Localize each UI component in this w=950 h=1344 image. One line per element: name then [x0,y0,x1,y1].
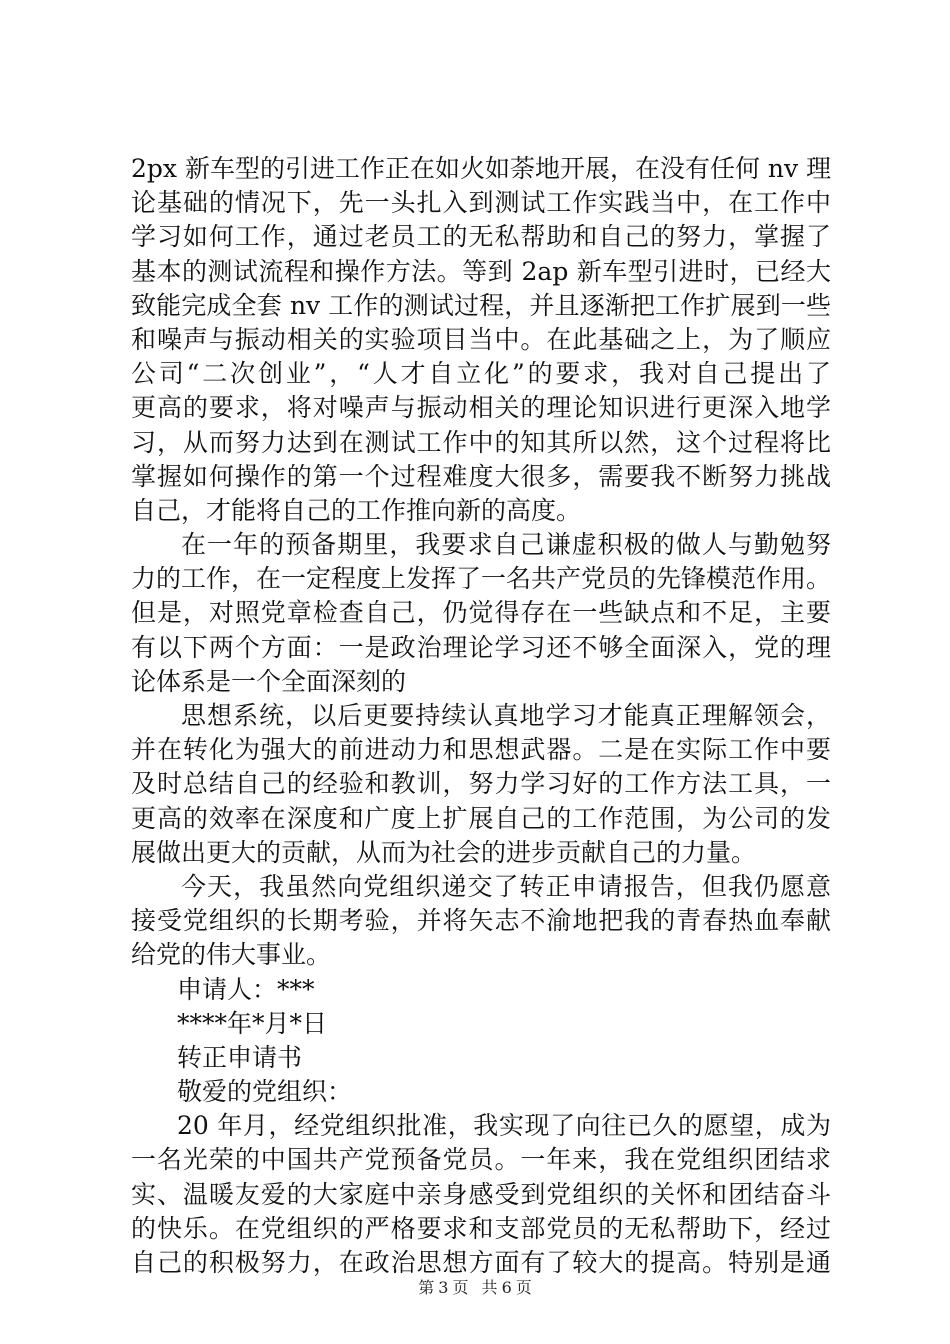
paragraph-line: 一名光荣的中国共产党预备党员。一年来，我在党组织团结求 [131,1145,831,1175]
paragraph-line: 自己的积极努力，在政治思想方面有了较大的提高。特别是通 [131,1248,831,1277]
paragraph-line: 2px 新车型的引进工作正在如火如荼地开展，在没有任何 nv 理 [131,154,831,183]
paragraph-line: 致能完成全套 nv 工作的测试过程，并且逐渐把工作扩展到一些 [131,290,831,320]
paragraph-line: 今天，我虽然向党组织递交了转正申请报告，但我仍愿意 [181,871,831,901]
page-number: 第 3 页 [418,1278,469,1297]
paragraph-line: 更高的要求，将对噪声与振动相关的理论知识进行更深入地学 [131,393,831,423]
paragraph-line: 但是，对照党章检查自己，仍觉得存在一些缺点和不足，主要 [131,598,831,628]
paragraph-line: 力的工作，在一定程度上发挥了一名共产党员的先锋模范作用。 [131,564,831,594]
paragraph-line: 和噪声与振动相关的实验项目当中。在此基础之上，为了顺应 [131,324,831,354]
paragraph-line: 有以下两个方面：一是政治理论学习还不够全面深入，党的理 [131,632,831,662]
document-body [131,152,831,1280]
paragraph-line: 论体系是一个全面深刻的 [131,666,407,696]
paragraph-line: 接受党组织的长期考验，并将矢志不渝地把我的青春热血奉献 [131,906,831,936]
page-total: 共 6 页 [481,1278,532,1297]
paragraph-line: 并在转化为强大的前进动力和思想武器。二是在实际工作中要 [131,735,831,765]
salutation-line: 敬爱的党组织： [177,1077,353,1107]
paragraph-line: 学习如何工作，通过老员工的无私帮助和自己的努力，掌握了 [131,222,831,252]
applicant-line: 申请人：*** [177,974,315,1004]
paragraph-line: 掌握如何操作的第一个过程难度大很多，需要我不断努力挑战 [131,461,831,491]
paragraph-line: 及时总结自己的经验和教训，努力学习好的工作方法工具，一 [131,769,831,799]
paragraph-line: 展做出更大的贡献，从而为社会的进步贡献自己的力量。 [131,837,757,867]
paragraph-line: 公司“二次创业”，“人才自立化”的要求，我对自己提出了 [131,359,831,389]
paragraph-line: 更高的效率在深度和广度上扩展自己的工作范围，为公司的发 [131,803,831,833]
date-line: ****年*月*日 [177,1008,328,1038]
paragraph-line: 论基础的情况下，先一头扎入到测试工作实践当中，在工作中 [131,188,831,218]
paragraph-line: 基本的测试流程和操作方法。等到 2ap 新车型引进时，已经大 [131,256,831,286]
paragraph-line: 的快乐。在党组织的严格要求和支部党员的无私帮助下，经过 [131,1213,831,1243]
paragraph-line: 实、温暖友爱的大家庭中亲身感受到党组织的关怀和团结奋斗 [131,1179,831,1209]
paragraph-line: 在一年的预备期里，我要求自己谦虚积极的做人与勤勉努 [181,530,831,560]
paragraph-line: 20 年月，经党组织批准，我实现了向往已久的愿望，成为 [177,1111,831,1141]
paragraph-line: 思想系统，以后更要持续认真地学习才能真正理解领会， [181,701,831,730]
paragraph-line: 自己，才能将自己的工作推向新的高度。 [131,495,582,525]
document-heading: 转正申请书 [177,1042,303,1072]
paragraph-line: 习，从而努力达到在测试工作中的知其所以然，这个过程将比 [131,427,831,457]
page-footer [0,1275,950,1298]
paragraph-line: 给党的伟大事业。 [131,940,332,970]
